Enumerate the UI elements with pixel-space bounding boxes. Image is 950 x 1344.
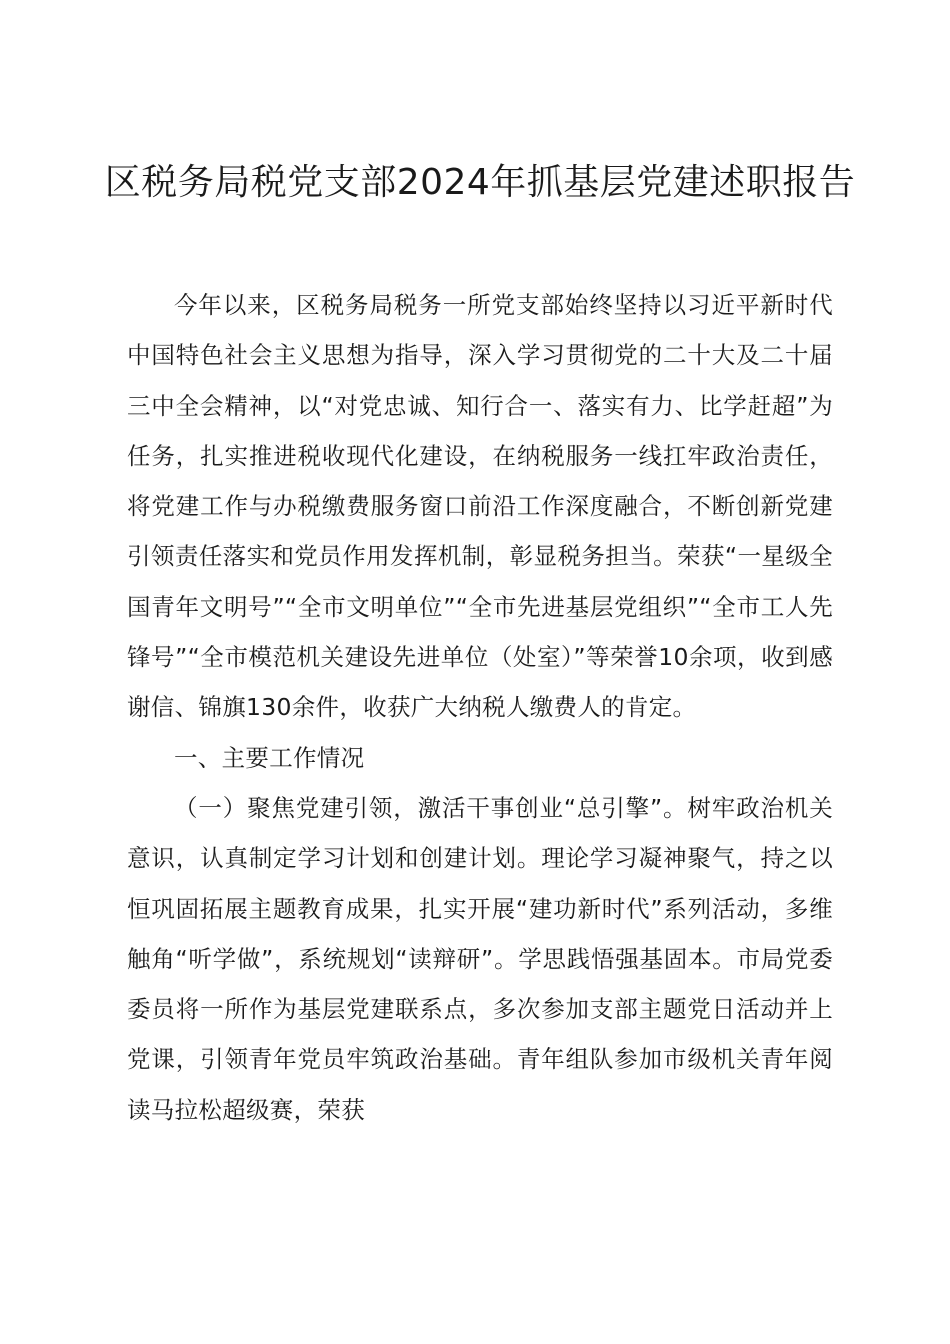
document-title: 区税务局税党支部2024年抓基层党建述职报告 [104,162,856,203]
section-heading: 一、主要工作情况 [174,743,365,772]
document-body [127,280,833,1135]
subsection-paragraph: （一）聚焦党建引领，激活干事创业“总引擎”。树牢政治机关意识，认真制定学习计划和创建计划。理论学习凝神聚气，持之以恒巩固拓展主题教育成果，扎实开展“建功新时代”系列活动，多维触角“听学做”，系统规划“读辩研”。学思践悟强基固本。市局党委委员将一所作为基层党建联系点，多次参加支部主题党日活动并上党课，引领青年党员牢筑政治基础。青年组队参加市级机关青年阅读马拉松超级赛，荣获 [127,793,833,1124]
intro-paragraph: 今年以来，区税务局税务一所党支部始终坚持以习近平新时代中国特色社会主义思想为指导，深入学习贯彻党的二十大及二十届三中全会精神，以“对党忠诚、知行合一、落实有力、比学赶超”为任务，扎实推进税收现代化建设，在纳税服务一线扛牢政治责任，将党建工作与办税缴费服务窗口前沿工作深度融合，不断创新党建引领责任落实和党员作用发挥机制，彰显税务担当。荣获“一星级全国青年文明号”“全市文明单位”“全市先进基层党组织”“全市工人先锋号”“全市模范机关建设先进单位（处室）”等荣誉10余项，收到感谢信、锦旗130余件，收获广大纳税人缴费人的肯定。 [127,291,833,722]
